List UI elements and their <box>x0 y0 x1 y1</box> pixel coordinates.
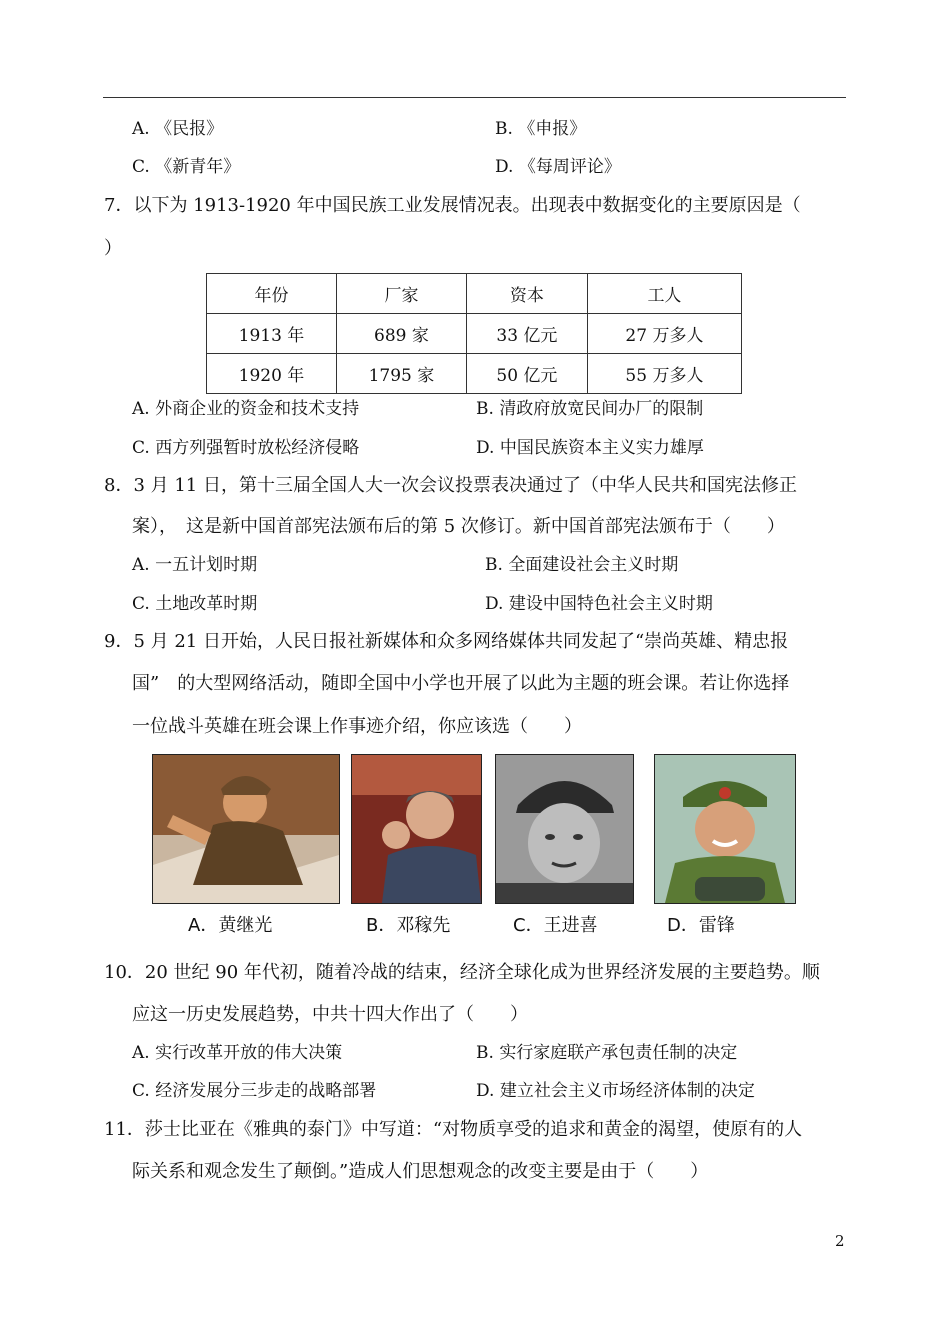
table-header-row <box>207 274 742 314</box>
q6-option-b[interactable] <box>495 118 586 140</box>
table-cell: 33 亿元 <box>466 314 587 354</box>
table-cell: 689 家 <box>336 314 466 354</box>
option-letter: C. <box>132 157 150 177</box>
option-text: 清政府放宽民间办厂的限制 <box>499 399 704 419</box>
caption-d: D．雷锋 <box>667 915 735 936</box>
table-header: 资本 <box>466 274 587 314</box>
q8-option-c[interactable] <box>132 593 257 615</box>
q11-stem-line1: 11．莎士比亚在《雅典的泰门》中写道：“对物质享受的追求和黄金的渴望，使原有的人 <box>104 1119 803 1140</box>
table-row <box>207 314 742 354</box>
option-text: 建立社会主义市场经济体制的决定 <box>499 1081 755 1101</box>
option-letter: A. <box>132 555 150 575</box>
q7-option-d[interactable] <box>476 437 704 459</box>
photo-deng-jiaxian[interactable] <box>351 754 482 904</box>
page-number: 2 <box>835 1232 845 1250</box>
table-header: 工人 <box>587 274 741 314</box>
worker-photo-image <box>496 755 633 903</box>
q9-stem-line2: 国” 的大型网络活动，随即全国中小学也开展了以此为主题的班会课。若让你选择 <box>132 673 790 694</box>
q11-stem-line2: 际关系和观念发生了颠倒。”造成人们思想观念的改变主要是由于（ ） <box>132 1161 709 1182</box>
option-text: 西方列强暂时放松经济侵略 <box>155 438 360 458</box>
q9-stem-line3: 一位战斗英雄在班会课上作事迹介绍，你应该选（ ） <box>132 716 582 737</box>
q10-option-b[interactable] <box>476 1042 737 1064</box>
soldier-photo-image <box>655 755 795 903</box>
option-letter: A. <box>132 1043 150 1063</box>
option-text: 建设中国特色社会主义时期 <box>508 594 713 614</box>
option-text: 全面建设社会主义时期 <box>508 555 679 575</box>
table-cell: 1920 年 <box>207 354 337 394</box>
photo-lei-feng[interactable] <box>654 754 796 904</box>
option-letter: C. <box>132 1081 150 1101</box>
table-cell: 50 亿元 <box>466 354 587 394</box>
caption-b: B．邓稼先 <box>366 915 451 936</box>
q10-stem-line2: 应这一历史发展趋势，中共十四大作出了（ ） <box>132 1004 528 1025</box>
option-text: 《民报》 <box>155 119 224 139</box>
table-header: 年份 <box>207 274 337 314</box>
industry-table <box>206 273 742 394</box>
option-text: 一五计划时期 <box>155 555 258 575</box>
q10-option-a[interactable] <box>132 1042 342 1064</box>
q7-option-c[interactable] <box>132 437 359 459</box>
q8-option-d[interactable] <box>485 593 713 615</box>
q10-stem-line1: 10．20 世纪 90 年代初，随着冷战的结束，经济全球化成为世界经济发展的主要趋势。顺 <box>104 962 820 983</box>
q10-option-c[interactable] <box>132 1080 376 1102</box>
table-row <box>207 354 742 394</box>
option-letter: B. <box>495 119 513 139</box>
q7-stem-line2: ） <box>104 238 122 259</box>
q8-option-b[interactable] <box>485 554 678 576</box>
option-text: 《每周评论》 <box>518 157 621 177</box>
option-letter: B. <box>476 399 494 419</box>
scientist-photo-image <box>352 755 481 903</box>
table-cell: 27 万多人 <box>587 314 741 354</box>
q10-option-d[interactable] <box>476 1080 755 1102</box>
option-text: 外商企业的资金和技术支持 <box>155 399 360 419</box>
option-text: 经济发展分三步走的战略部署 <box>155 1081 377 1101</box>
option-letter: A. <box>132 119 150 139</box>
caption-a: A．黄继光 <box>188 915 273 936</box>
option-letter: C. <box>132 438 150 458</box>
q7-option-a[interactable] <box>132 398 359 420</box>
q6-option-d[interactable] <box>495 156 621 178</box>
option-letter: C. <box>132 594 150 614</box>
photo-wang-jinxi[interactable] <box>495 754 634 904</box>
header-rule <box>103 97 846 98</box>
option-text: 中国民族资本主义实力雄厚 <box>499 438 704 458</box>
option-text: 土地改革时期 <box>155 594 258 614</box>
option-text: 实行改革开放的伟大决策 <box>155 1043 343 1063</box>
option-letter: D. <box>485 594 504 614</box>
q8-option-a[interactable] <box>132 554 257 576</box>
option-letter: B. <box>485 555 503 575</box>
q8-stem-line2: 案）， 这是新中国首部宪法颁布后的第 5 次修订。新中国首部宪法颁布于（ ） <box>132 516 785 537</box>
option-letter: A. <box>132 399 150 419</box>
q7-option-b[interactable] <box>476 398 703 420</box>
table-cell: 1795 家 <box>336 354 466 394</box>
option-letter: D. <box>476 1081 495 1101</box>
option-letter: D. <box>495 157 514 177</box>
option-text: 《新青年》 <box>155 157 241 177</box>
q8-stem-line1: 8．3 月 11 日，第十三届全国人大一次会议投票表决通过了（中华人民共和国宪法修正 <box>104 475 797 496</box>
table-header: 厂家 <box>336 274 466 314</box>
option-letter: B. <box>476 1043 494 1063</box>
photo-huang-jiguang[interactable] <box>152 754 340 904</box>
option-text: 实行家庭联产承包责任制的决定 <box>499 1043 738 1063</box>
table-cell: 55 万多人 <box>587 354 741 394</box>
q7-stem-line1: 7．以下为 1913-1920 年中国民族工业发展情况表。出现表中数据变化的主要原因是（ <box>104 195 801 216</box>
option-text: 《申报》 <box>518 119 587 139</box>
q6-option-a[interactable] <box>132 118 223 140</box>
soldier-painting-image <box>153 755 339 903</box>
q6-option-c[interactable] <box>132 156 240 178</box>
caption-c: C．王进喜 <box>513 915 598 936</box>
q9-stem-line1: 9．5 月 21 日开始，人民日报社新媒体和众多网络媒体共同发起了“崇尚英雄、精忠报 <box>104 631 789 652</box>
option-letter: D. <box>476 438 495 458</box>
table-cell: 1913 年 <box>207 314 337 354</box>
